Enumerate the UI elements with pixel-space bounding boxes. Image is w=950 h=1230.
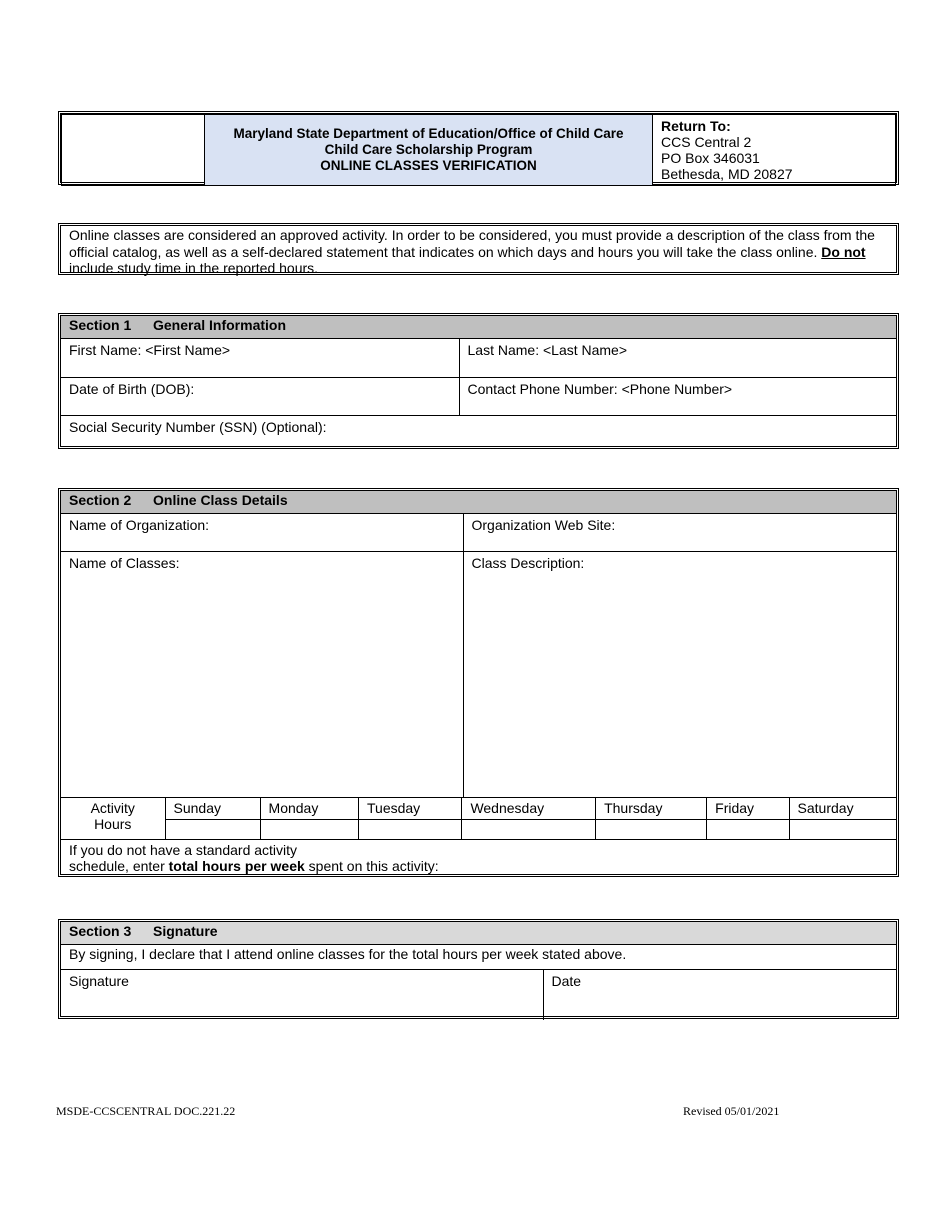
section-2-number: Section 2	[69, 492, 132, 508]
total-hours-field[interactable]	[61, 840, 896, 876]
signature-declaration: By signing, I declare that I attend online classes for the total hours per week stated above.	[61, 945, 896, 970]
instructions-emphasis: Do not	[821, 243, 866, 260]
document-id: MSDE-CCSCENTRAL DOC.221.22	[56, 1104, 236, 1118]
day-header-thursday: Thursday	[596, 798, 707, 820]
section-signature	[58, 919, 899, 1019]
total-hours-instruction-2	[69, 858, 888, 874]
phone-field[interactable]: Contact Phone Number: <Phone Number>	[459, 377, 896, 415]
day-header-saturday: Saturday	[789, 798, 896, 820]
last-name-field[interactable]: Last Name: <Last Name>	[459, 339, 896, 377]
section-3-title: Signature	[153, 923, 218, 939]
section-3-header	[61, 922, 896, 945]
return-line-1: CCS Central 2	[661, 134, 752, 150]
organization-website-field[interactable]: Organization Web Site:	[463, 514, 896, 551]
dob-field[interactable]: Date of Birth (DOB):	[61, 377, 459, 415]
day-header-tuesday: Tuesday	[359, 798, 462, 820]
day-header-sunday: Sunday	[165, 798, 260, 820]
hours-input-saturday[interactable]	[789, 820, 896, 840]
section-1-title: General Information	[153, 317, 287, 333]
return-line-2: PO Box 346031	[661, 150, 760, 166]
form-title	[205, 115, 653, 186]
agency-name: Maryland State Department of Education/Office of Child Care	[233, 126, 624, 141]
activity-hours-table	[61, 798, 896, 841]
day-header-monday: Monday	[260, 798, 358, 820]
return-line-3: Bethesda, MD 20827	[661, 166, 793, 182]
ssn-field[interactable]: Social Security Number (SSN) (Optional):	[69, 418, 327, 435]
activity-label: Activity	[90, 799, 135, 816]
instruction-text: schedule, enter	[69, 858, 169, 874]
organization-name-field[interactable]: Name of Organization:	[61, 514, 463, 551]
date-field[interactable]: Date	[551, 973, 582, 989]
class-description-field[interactable]: Class Description:	[463, 551, 896, 797]
instruction-text-end: spent on this activity:	[304, 858, 439, 874]
hours-input-friday[interactable]	[707, 820, 789, 840]
hours-input-wednesday[interactable]	[462, 820, 596, 840]
revision-date: Revised 05/01/2021	[683, 1104, 780, 1118]
instruction-bold: total hours per week	[168, 858, 305, 874]
program-name: Child Care Scholarship Program	[324, 142, 533, 157]
hours-input-sunday[interactable]	[165, 820, 260, 840]
instructions-text-end: include study time in the reported hours.	[69, 260, 319, 276]
instructions-box	[58, 223, 899, 275]
section-2-title: Online Class Details	[153, 492, 288, 508]
total-hours-instruction-1: If you do not have a standard activity	[69, 842, 298, 858]
hours-input-monday[interactable]	[260, 820, 358, 840]
form-name: ONLINE CLASSES VERIFICATION	[320, 158, 537, 173]
section-2-header	[61, 491, 896, 514]
instructions-text: Online classes are considered an approved activity. In order to be considered, you must provide a description of the class from the official catalog, as well as a self-declared statement that indicates on which days and hours you will take the class online.	[69, 227, 875, 260]
first-name-field[interactable]: First Name: <First Name>	[61, 339, 459, 377]
signature-field[interactable]: Signature	[61, 970, 543, 1020]
section-1-number: Section 1	[69, 317, 132, 333]
section-1-header	[61, 316, 896, 339]
section-3-number: Section 3	[69, 923, 132, 939]
form-header	[58, 111, 899, 185]
hours-label: Hours	[94, 815, 132, 832]
hours-input-thursday[interactable]	[596, 820, 707, 840]
return-label: Return To:	[661, 118, 731, 134]
return-address	[653, 115, 896, 186]
hours-input-tuesday[interactable]	[359, 820, 462, 840]
logo-placeholder	[62, 115, 205, 186]
class-names-field[interactable]: Name of Classes:	[61, 551, 463, 797]
section-online-class-details	[58, 488, 899, 877]
activity-hours-label	[61, 798, 165, 840]
day-header-friday: Friday	[707, 798, 789, 820]
day-header-wednesday: Wednesday	[462, 798, 596, 820]
section-general-information	[58, 313, 899, 449]
